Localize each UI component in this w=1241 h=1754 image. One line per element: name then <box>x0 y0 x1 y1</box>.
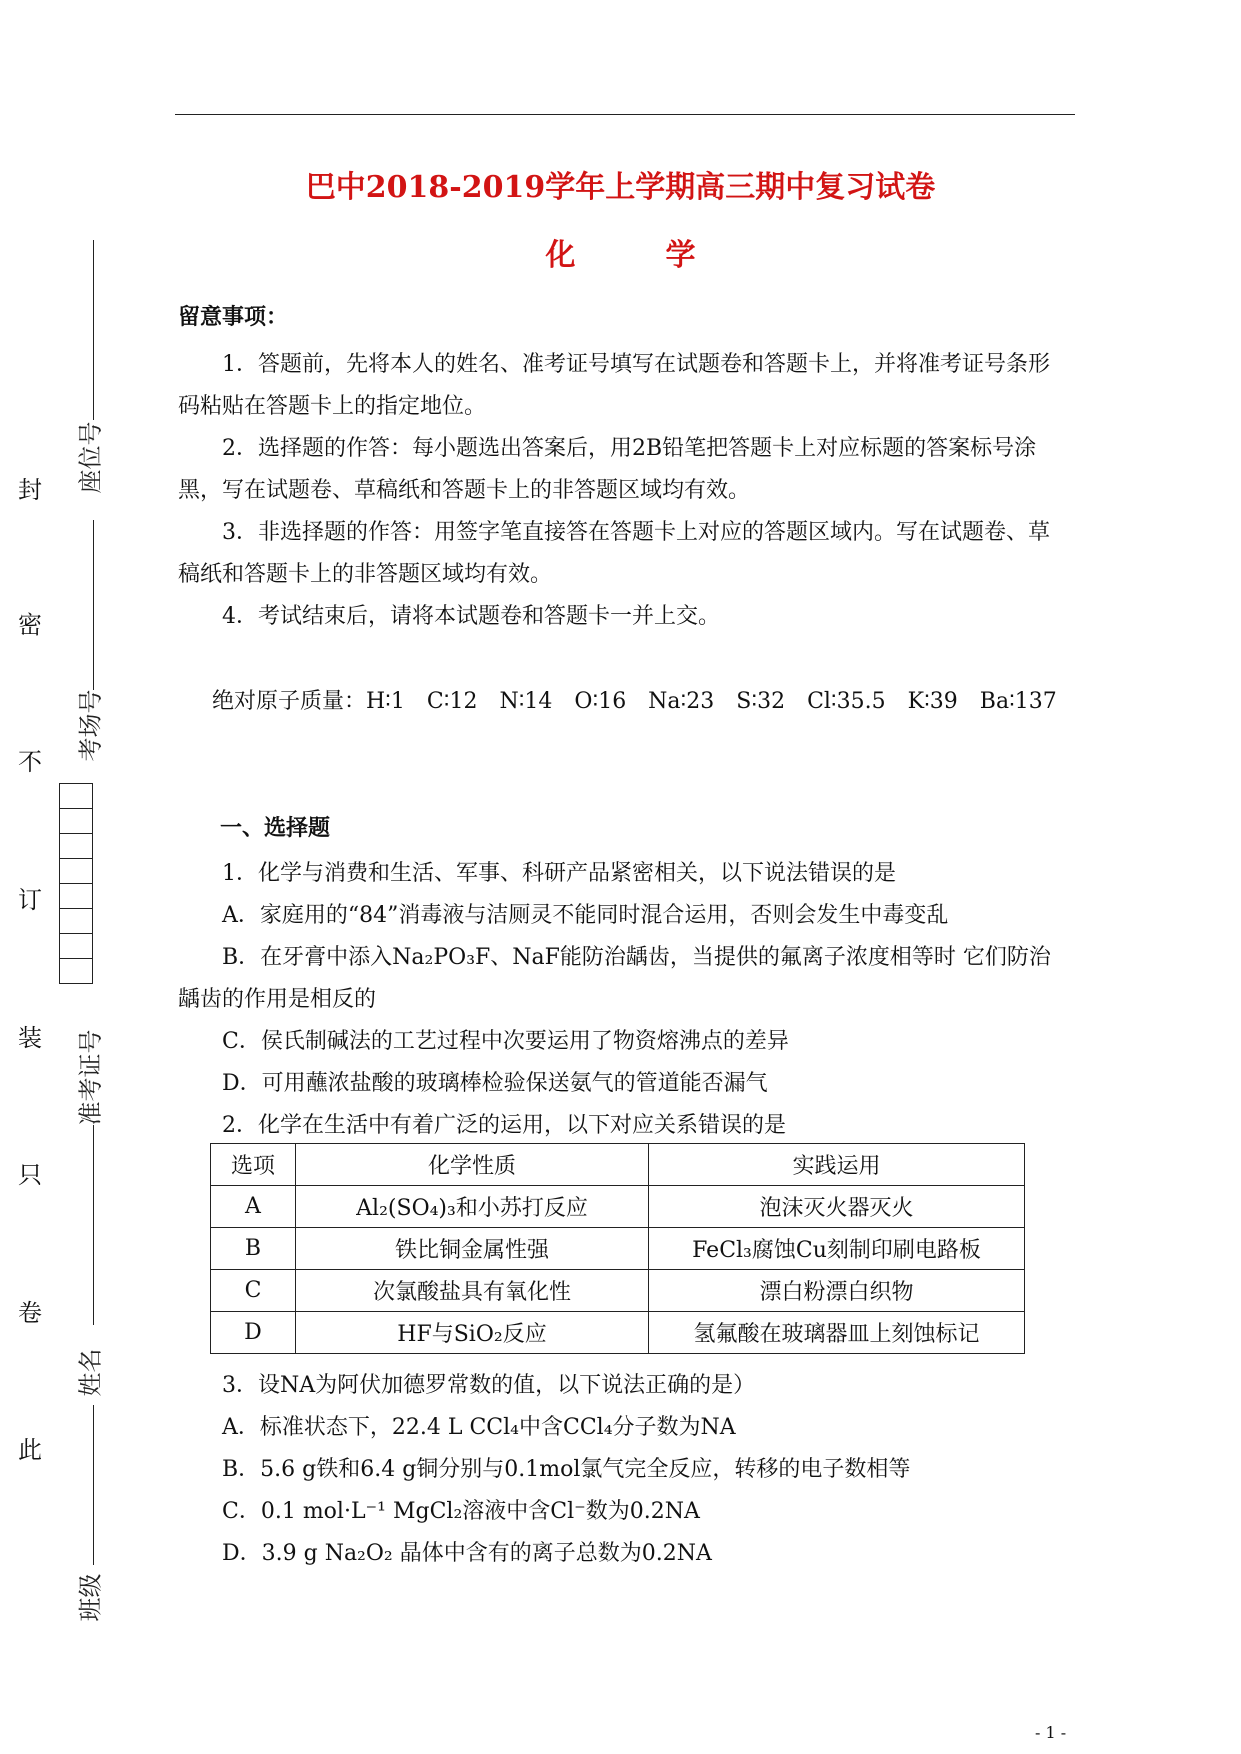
table-cell: 泡沫灭火器灭火 <box>649 1186 1025 1228</box>
class-label: 班级 <box>76 1573 105 1622</box>
seat-number-label: 座位号 <box>76 421 105 494</box>
q3-option-d: D．3.9 g Na₂O₂ 晶体中含有的离子总数为0.2NA <box>222 1541 712 1566</box>
seal-char: 只 <box>18 1161 42 1189</box>
seal-char: 不 <box>18 748 42 776</box>
q3-option-b: B．5.6 g铁和6.4 g铜分别与0.1mol氯气完全反应，转移的电子数相等 <box>222 1457 911 1482</box>
q1-stem: 1．化学与消费和生活、军事、科研产品紧密相关，以下说法错误的是 <box>222 861 896 886</box>
q2-stem: 2．化学在生活中有着广泛的运用，以下对应关系错误的是 <box>222 1113 786 1138</box>
note-item: 2．选择题的作答：每小题选出答案后，用2B铅笔把答题卡上对应标题的答案标号涂黑，写在试题卷、草稿纸和答题卡上的非答题区域均有效。 <box>178 436 1037 503</box>
table-cell: A <box>211 1186 296 1228</box>
seal-char: 封 <box>18 476 42 504</box>
table-row <box>211 1228 1025 1270</box>
table-header-cell: 选项 <box>211 1144 296 1186</box>
id-number-boxes <box>59 783 93 984</box>
seal-char: 此 <box>18 1436 42 1464</box>
name-label: 姓名 <box>76 1348 105 1397</box>
table-cell: 次氯酸盐具有氧化性 <box>296 1270 649 1312</box>
seal-char: 装 <box>18 1024 42 1052</box>
fill-line <box>93 1125 94 1325</box>
note-item: 1．答题前，先将本人的姓名、准考证号填写在试题卷和答题卡上，并将准考证号条形码粘贴在答题卡上的指定地位。 <box>178 352 1050 419</box>
seal-char: 密 <box>18 611 42 639</box>
question-3 <box>178 1365 1070 1575</box>
note-item: 4．考试结束后，请将本试题卷和答题卡一并上交。 <box>222 604 720 629</box>
table-cell: C <box>211 1270 296 1312</box>
header-rule <box>175 114 1075 115</box>
table-cell: Al₂(SO₄)₃和小苏打反应 <box>296 1186 649 1228</box>
page-number: - 1 - <box>1035 1723 1067 1742</box>
q1-option-c: C．侯氏制碱法的工艺过程中次要运用了物资熔沸点的差异 <box>222 1029 789 1054</box>
table-cell: 漂白粉漂白织物 <box>649 1270 1025 1312</box>
atomic-masses-text: 绝对原子质量：H∶1 C∶12 N∶14 O∶16 Na∶23 S∶32 Cl∶35.5 K∶39 Ba∶137 <box>212 689 1057 714</box>
table-header-cell: 化学性质 <box>296 1144 649 1186</box>
table-row <box>211 1270 1025 1312</box>
seal-char: 订 <box>18 886 42 914</box>
table-header-row <box>211 1144 1025 1186</box>
table-cell: FeCl₃腐蚀Cu刻制印刷电路板 <box>649 1228 1025 1270</box>
q1-option-d: D．可用蘸浓盐酸的玻璃棒检验保送氨气的管道能否漏气 <box>222 1071 768 1096</box>
atomic-masses <box>178 681 1078 723</box>
fill-line <box>93 1405 94 1565</box>
admission-number-label: 准考证号 <box>76 1029 105 1126</box>
table-row <box>211 1186 1025 1228</box>
notes-list <box>178 344 1070 638</box>
note-item: 3．非选择题的作答：用签字笔直接答在答题卡上对应的答题区域内。写在试题卷、草稿纸和答题卡上的非答题区域均有效。 <box>178 520 1050 587</box>
question-1 <box>178 853 1070 1147</box>
table-cell: 氢氟酸在玻璃器皿上刻蚀标记 <box>649 1312 1025 1354</box>
q3-option-c: C．0.1 mol·L⁻¹ MgCl₂溶液中含Cl⁻数为0.2NA <box>222 1499 700 1524</box>
table-cell: D <box>211 1312 296 1354</box>
table-cell: 铁比铜金属性强 <box>296 1228 649 1270</box>
table-row <box>211 1312 1025 1354</box>
q3-option-a: A．标准状态下，22.4 L CCl₄中含CCl₄分子数为NA <box>222 1415 736 1440</box>
notes-heading: 留意事项： <box>178 304 289 330</box>
seal-char: 卷 <box>18 1299 42 1327</box>
q2-table <box>210 1143 1025 1354</box>
fill-line <box>93 520 94 690</box>
q1-option-a: A．家庭用的“84”消毒液与洁厕灵不能同时混合运用，否则会发生中毒变乱 <box>222 903 949 928</box>
table-cell: B <box>211 1228 296 1270</box>
exam-title: 巴中2018-2019学年上学期高三期中复习试卷 <box>305 170 936 205</box>
subject-title: 化 学 <box>545 238 726 273</box>
table-cell: HF与SiO₂反应 <box>296 1312 649 1354</box>
table-header-cell: 实践运用 <box>649 1144 1025 1186</box>
section-heading: 一、选择题 <box>220 815 331 841</box>
q1-option-b: B．在牙膏中添入Na₂PO₃F、NaF能防治龋齿，当提供的氟离子浓度相等时 它们防治龋齿的作用是相反的 <box>178 945 1051 1012</box>
q3-stem: 3．设NA为阿伏加德罗常数的值，以下说法正确的是） <box>222 1373 756 1398</box>
exam-room-label: 考场号 <box>76 689 105 762</box>
